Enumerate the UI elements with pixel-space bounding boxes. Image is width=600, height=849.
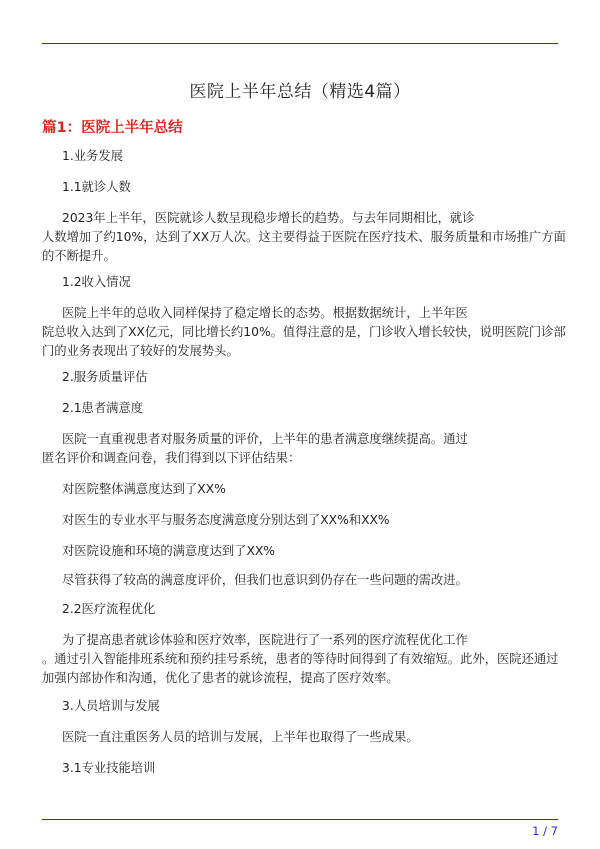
page-number: 1 / 7	[532, 824, 558, 838]
document-title: 医院上半年总结（精选4篇）	[189, 82, 411, 102]
paragraph-line: 的不断提升。	[42, 249, 116, 263]
paragraph-line: 门的业务表现出了较好的发展势头。	[42, 344, 239, 358]
paragraph-line: 医院一直注重医务人员的培训与发展，上半年也取得了一些成果。	[62, 730, 419, 744]
list-item: 对医院设施和环境的满意度达到了XX%	[62, 544, 275, 558]
footer-rule	[42, 819, 558, 820]
article-title: 篇1：医院上半年总结	[42, 120, 183, 136]
list-item: 对医院整体满意度达到了XX%	[62, 482, 226, 496]
paragraph-line: 。通过引入智能排班系统和预约挂号系统，患者的等待时间得到了有效缩短。此外，医院还通过	[42, 652, 559, 666]
subheading-patient-satisfaction: 2.1患者满意度	[62, 401, 144, 415]
paragraph-line: 2023年上半年，医院就诊人数呈现稳步增长的趋势。与去年同期相比，就诊	[62, 211, 475, 225]
subheading-patient-visits: 1.1就诊人数	[62, 180, 131, 194]
paragraph-line: 医院一直重视患者对服务质量的评价，上半年的患者满意度继续提高。通过	[62, 432, 468, 446]
paragraph-line: 人数增加了约10%，达到了XX万人次。这主要得益于医院在医疗技术、服务质量和市场推广方面	[42, 230, 566, 244]
subheading-process-optimization: 2.2医疗流程优化	[62, 602, 156, 616]
paragraph-line: 匿名评价和调查问卷，我们得到以下评估结果：	[42, 451, 301, 465]
paragraph-line: 尽管获得了较高的满意度评价，但我们也意识到仍存在一些问题的需改进。	[62, 573, 468, 587]
subheading-revenue: 1.2收入情况	[62, 275, 131, 289]
paragraph-line: 为了提高患者就诊体验和医疗效率，医院进行了一系列的医疗流程优化工作	[62, 633, 468, 647]
list-item: 对医生的专业水平与服务态度满意度分别达到了XX%和XX%	[62, 513, 390, 527]
heading-business-development: 1.业务发展	[62, 149, 123, 163]
heading-service-quality: 2.服务质量评估	[62, 370, 148, 384]
heading-staff-training: 3.人员培训与发展	[62, 699, 160, 713]
subheading-skill-training: 3.1专业技能培训	[62, 761, 156, 775]
paragraph-line: 加强内部协作和沟通，优化了患者的就诊流程，提高了医疗效率。	[42, 671, 399, 685]
header-rule	[42, 43, 558, 44]
paragraph-line: 医院上半年的总收入同样保持了稳定增长的态势。根据数据统计，上半年医	[62, 306, 468, 320]
paragraph-line: 院总收入达到了XX亿元，同比增长约10%。值得注意的是，门诊收入增长较快，说明医院门诊部	[42, 325, 566, 339]
